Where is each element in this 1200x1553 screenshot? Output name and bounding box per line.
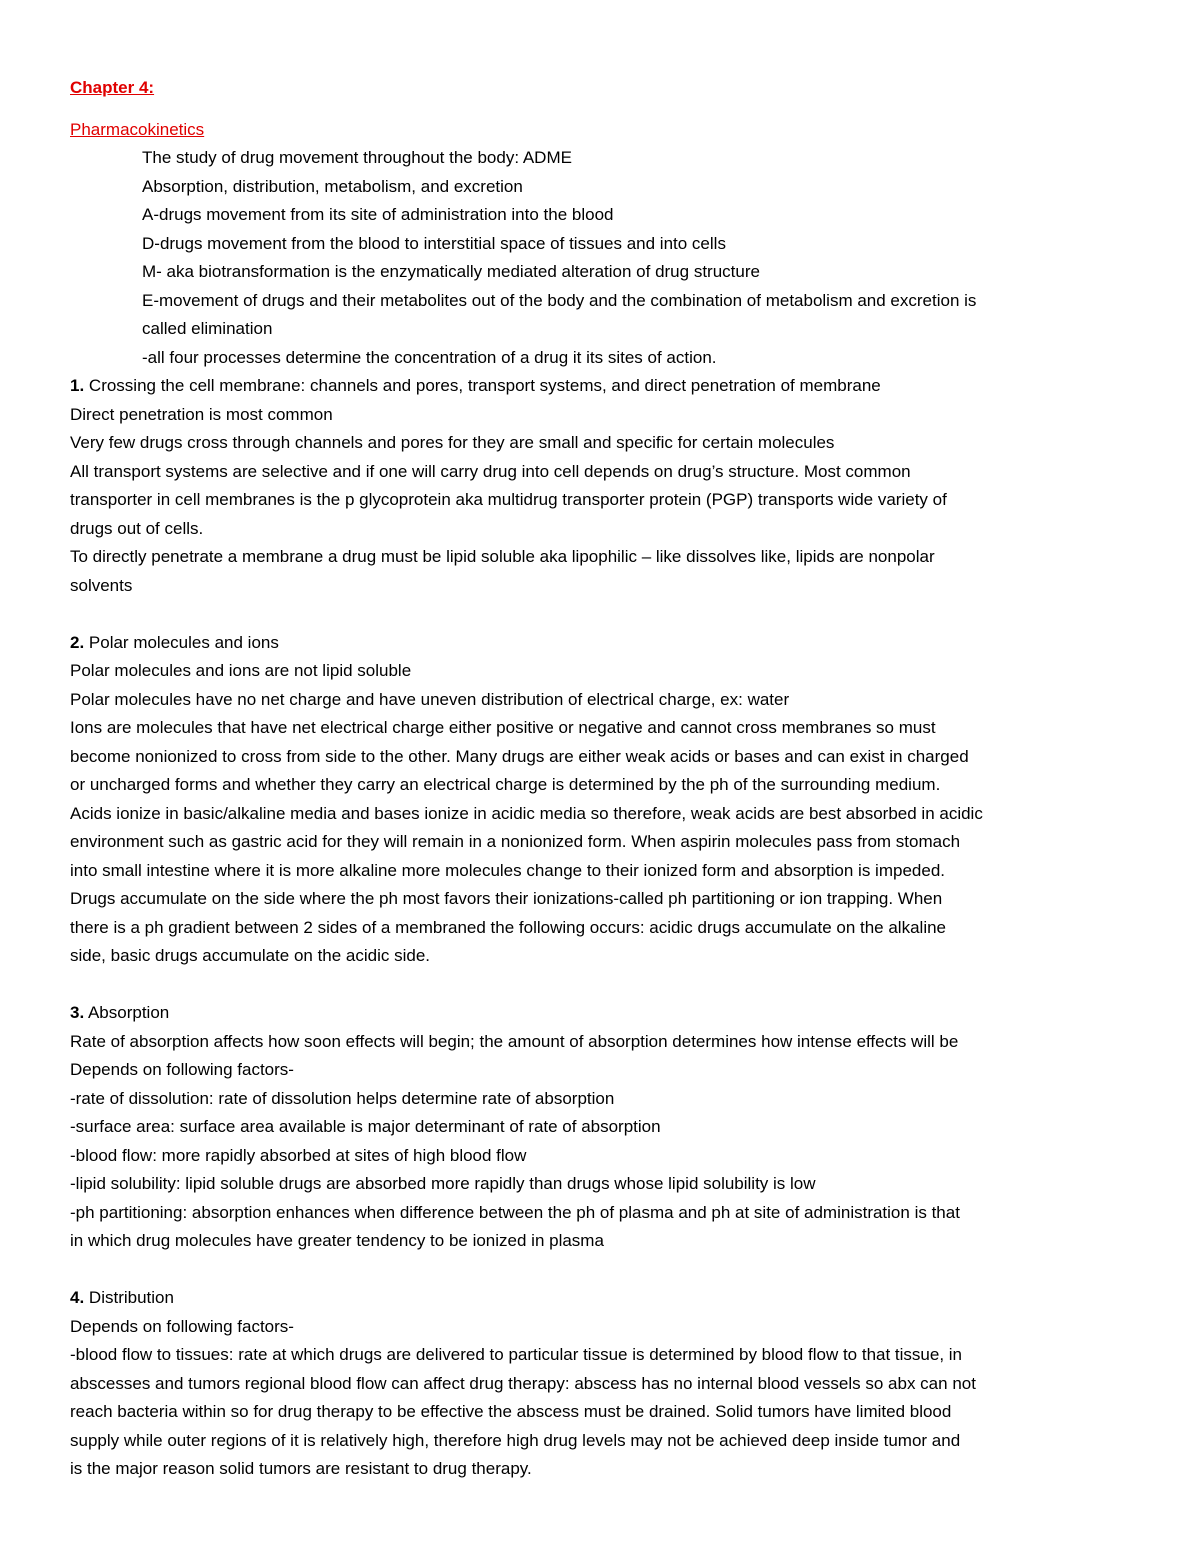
chapter-title: Chapter 4: <box>70 78 155 97</box>
body-line: To directly penetrate a membrane a drug must be lipid soluble aka lipophilic – like dissolves like, lipids are nonpolar <box>70 547 935 566</box>
section-title: Pharmacokinetics <box>70 119 205 139</box>
body-line: Polar molecules and ions are not lipid soluble <box>70 661 412 680</box>
body-line: drugs out of cells. <box>70 518 204 538</box>
body-line: -rate of dissolution: rate of dissolution helps determine rate of absorption <box>70 1088 615 1108</box>
section-heading-text: Absorption <box>84 1003 170 1022</box>
section-heading-text: Polar molecules and ions <box>84 632 279 652</box>
intro-line: D-drugs movement from the blood to interstitial space of tissues and into cells <box>142 233 726 253</box>
intro-block <box>70 144 1130 372</box>
body-line: Drugs accumulate on the side where the ph most favors their ionizations-called ph partitioning or ion trapping. When <box>70 889 943 908</box>
section-heading-text: Distribution <box>84 1288 174 1307</box>
body-line: -ph partitioning: absorption enhances when difference between the ph of plasma and ph at site of administration is that <box>70 1202 960 1222</box>
body-line: Polar molecules have no net charge and have uneven distribution of electrical charge, ex: water <box>70 689 790 709</box>
section-heading-text: Crossing the cell membrane: channels and pores, transport systems, and direct penetration of membrane <box>84 376 881 395</box>
intro-line: The study of drug movement throughout the body: ADME <box>142 148 572 167</box>
body-line: environment such as gastric acid for they will remain in a nonionized form. When aspirin molecules pass from stomach <box>70 832 961 851</box>
body-line: reach bacteria within so for drug therapy to be effective the abscess must be drained. Solid tumors have limited blood <box>70 1402 952 1421</box>
section-heading <box>70 372 1130 401</box>
body-line: Rate of absorption affects how soon effects will begin; the amount of absorption determines how intense effects will be <box>70 1031 959 1051</box>
section-number: 4. <box>70 1288 85 1307</box>
section-4 <box>70 1284 1130 1484</box>
section-heading <box>70 999 1130 1028</box>
paragraph-gap <box>70 1256 1130 1285</box>
section-number: 1. <box>70 376 85 395</box>
section-number: 2. <box>70 632 85 652</box>
body-line: Acids ionize in basic/alkaline media and bases ionize in acidic media so therefore, weak acids are best absorbed in acidic <box>70 803 983 823</box>
section-1 <box>70 372 1130 600</box>
paragraph-gap <box>70 971 1130 1000</box>
section-heading <box>70 629 1130 658</box>
intro-line: M- aka biotransformation is the enzymatically mediated alteration of drug structure <box>142 262 760 281</box>
body-line: in which drug molecules have greater tendency to be ionized in plasma <box>70 1231 604 1250</box>
body-line: abscesses and tumors regional blood flow can affect drug therapy: abscess has no internal blood vessels so abx can not <box>70 1373 976 1393</box>
section-heading <box>70 1284 1130 1313</box>
body-line: Depends on following factors- <box>70 1060 294 1079</box>
body-line: -blood flow to tissues: rate at which drugs are delivered to particular tissue is determined by blood flow to that tissue, in <box>70 1345 963 1364</box>
body-line: or uncharged forms and whether they carry an electrical charge is determined by the ph of the surrounding medium. <box>70 775 941 794</box>
body-line: supply while outer regions of it is relatively high, therefore high drug levels may not be achieved deep inside tumor and <box>70 1430 961 1450</box>
body-line: there is a ph gradient between 2 sides of a membraned the following occurs: acidic drugs accumulate on the alkaline <box>70 917 947 937</box>
body-line: -lipid solubility: lipid soluble drugs are absorbed more rapidly than drugs whose lipid solubility is low <box>70 1174 816 1193</box>
section-3 <box>70 999 1130 1256</box>
body-line: -blood flow: more rapidly absorbed at sites of high blood flow <box>70 1145 527 1165</box>
body-line: into small intestine where it is more alkaline more molecules change to their ionized form and absorption is impeded. <box>70 860 945 880</box>
body-line: -surface area: surface area available is major determinant of rate of absorption <box>70 1117 661 1136</box>
body-line: All transport systems are selective and if one will carry drug into cell depends on drug’s structure. Most common <box>70 461 911 481</box>
body-line: transporter in cell membranes is the p glycoprotein aka multidrug transporter protein (PGP) transports wide variety of <box>70 490 947 509</box>
paragraph-gap <box>70 600 1130 629</box>
body-line: become nonionized to cross from side to the other. Many drugs are either weak acids or bases and can exist in charged <box>70 746 969 766</box>
body-line: side, basic drugs accumulate on the acidic side. <box>70 946 431 965</box>
body-line: Very few drugs cross through channels and pores for they are small and specific for certain molecules <box>70 433 835 452</box>
section-2 <box>70 629 1130 971</box>
intro-line: -all four processes determine the concentration of a drug it its sites of action. <box>142 347 717 367</box>
intro-line: A-drugs movement from its site of administration into the blood <box>142 205 614 224</box>
body-line: solvents <box>70 575 133 595</box>
section-number: 3. <box>70 1003 85 1022</box>
body-line: Depends on following factors- <box>70 1316 294 1336</box>
body-line: Ions are molecules that have net electrical charge either positive or negative and cannot cross membranes so must <box>70 718 936 737</box>
intro-line: called elimination <box>142 319 273 338</box>
body-line: Direct penetration is most common <box>70 404 333 424</box>
intro-line: E-movement of drugs and their metabolites out of the body and the combination of metabolism and excretion is <box>142 290 977 310</box>
intro-line: Absorption, distribution, metabolism, and excretion <box>142 176 523 196</box>
body-line: is the major reason solid tumors are resistant to drug therapy. <box>70 1459 532 1478</box>
